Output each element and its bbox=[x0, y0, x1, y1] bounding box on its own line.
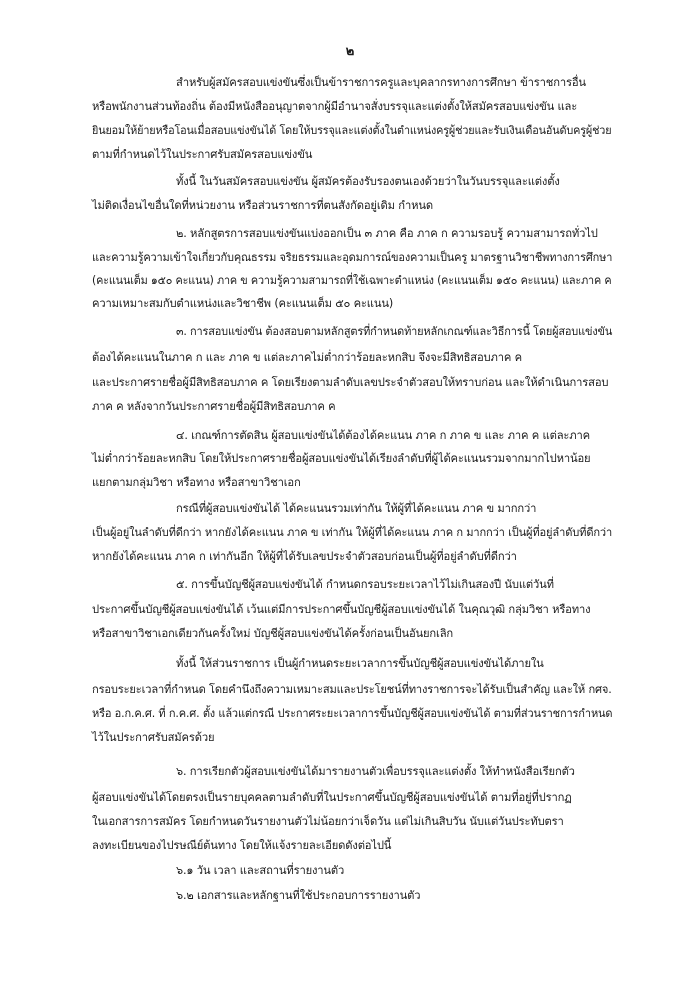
text-line: ยินยอมให้ย้ายหรือโอนเมื่อสอบแข่งขันได้ โดยให้บรรจุและแต่งตั้งในตำแหน่งครูผู้ช่วยและรับเงินเดือนอันดับครูผู้ช่วย bbox=[92, 124, 612, 137]
text-line: ความเหมาะสมกับตำแหน่งและวิชาชีพ (คะแนนเต็ม ๕๐ คะแนน) bbox=[92, 297, 394, 310]
text-line: ๖. การเรียกตัวผู้สอบแข่งขันได้มารายงานตัวเพื่อบรรจุและแต่งตั้ง ให้ทำหนังสือเรียกตัว bbox=[176, 765, 575, 778]
text-line: ทั้งนี้ ให้ส่วนราชการ เป็นผู้กำหนดระยะเวลาการขึ้นบัญชีผู้สอบแข่งขันได้ภายใน bbox=[176, 657, 544, 670]
text-line: เป็นผู้อยู่ในลำดับที่ดีกว่า หากยังได้คะแนน ภาค ข เท่ากัน ให้ผู้ที่ได้คะแนน ภาค ก มากกว่า เป็นผู้ที่อยู่ลำดับที่ดีกว่า bbox=[92, 526, 613, 539]
text-line: ไว้ในประกาศรับสมัครด้วย bbox=[92, 731, 215, 744]
text-line: ผู้สอบแข่งขันได้โดยตรงเป็นรายบุคคลตามลำดับที่ในประกาศขึ้นบัญชีผู้สอบแข่งขันได้ ตามที่อยู่ที่ปรากฏ bbox=[92, 791, 572, 804]
text-line: ทั้งนี้ ในวันสมัครสอบแข่งขัน ผู้สมัครต้องรับรองตนเองด้วยว่าในวันบรรจุและแต่งตั้ง bbox=[176, 175, 560, 188]
text-line: และประกาศรายชื่อผู้มีสิทธิสอบภาค ค โดยเรียงตามลำดับเลขประจำตัวสอบให้ทราบก่อน และให้ดำเนินการสอบ bbox=[92, 376, 609, 389]
text-line: ๒. หลักสูตรการสอบแข่งขันแบ่งออกเป็น ๓ ภาค คือ ภาค ก ความรอบรู้ ความสามารถทั่วไป bbox=[176, 227, 598, 240]
text-line: ในเอกสารการสมัคร โดยกำหนดวันรายงานตัวไม่น้อยกว่าเจ็ดวัน แต่ไม่เกินสิบวัน นับแต่วันประทับตรา bbox=[92, 815, 564, 828]
text-line: ไม่ต่ำกว่าร้อยละหกสิบ โดยให้ประกาศรายชื่อผู้สอบแข่งขันได้เรียงลำดับที่ผู้ได้คะแนนรวมจากมากไปหาน้อย bbox=[92, 452, 591, 465]
text-line: ๖.๒ เอกสารและหลักฐานที่ใช้ประกอบการรายงานตัว bbox=[176, 889, 421, 902]
text-line: (คะแนนเต็ม ๑๕๐ คะแนน) ภาค ข ความรู้ความสามารถที่ใช้เฉพาะตำแหน่ง (คะแนนเต็ม ๑๕๐ คะแนน) และภาค ค bbox=[92, 274, 612, 287]
text-line: หรือสาขาวิชาเอกเดียวกันครั้งใหม่ บัญชีผู้สอบแข่งขันได้ครั้งก่อนเป็นอันยกเลิก bbox=[92, 627, 454, 640]
text-line: และความรู้ความเข้าใจเกี่ยวกับคุณธรรม จริยธรรมและอุดมการณ์ของความเป็นครู มาตรฐานวิชาชีพทางการศึกษา bbox=[92, 251, 613, 264]
text-line: ๖.๑ วัน เวลา และสถานที่รายงานตัว bbox=[176, 864, 345, 877]
text-line: หรือ อ.ก.ค.ศ. ที่ ก.ค.ศ. ตั้ง แล้วแต่กรณี ประกาศระยะเวลาการขึ้นบัญชีผู้สอบแข่งขันได้ ตามที่ส่วนราชการกำหนด bbox=[92, 707, 613, 720]
text-line: ๔. เกณฑ์การตัดสิน ผู้สอบแข่งขันได้ต้องได้คะแนน ภาค ก ภาค ข และ ภาค ค แต่ละภาค bbox=[176, 429, 590, 442]
text-line: ๕. การขึ้นบัญชีผู้สอบแข่งขันได้ กำหนดกรอบระยะเวลาไว้ไม่เกินสองปี นับแต่วันที่ bbox=[176, 578, 554, 591]
text-line: กรอบระยะเวลาที่กำหนด โดยคำนึงถึงความเหมาะสมและประโยชน์ที่ทางราชการจะได้รับเป็นสำคัญ และให้ กศจ. bbox=[92, 683, 612, 696]
text-line: ไม่ติดเงื่อนไขอื่นใดที่หน่วยงาน หรือส่วนราชการที่ตนสังกัดอยู่เดิม กำหนด bbox=[92, 199, 434, 212]
text-line: ตามที่กำหนดไว้ในประกาศรับสมัครสอบแข่งขัน bbox=[92, 148, 313, 161]
text-line: ต้องได้คะแนนในภาค ก และ ภาค ข แต่ละภาคไม่ต่ำกว่าร้อยละหกสิบ จึงจะมีสิทธิสอบภาค ค bbox=[92, 351, 522, 364]
text-line: สำหรับผู้สมัครสอบแข่งขันซึ่งเป็นข้าราชการครูและบุคลากรทางการศึกษา ข้าราชการอื่น bbox=[176, 76, 586, 89]
text-line: ประกาศขึ้นบัญชีผู้สอบแข่งขันได้ เว้นแต่มีการประกาศขึ้นบัญชีผู้สอบแข่งขันได้ ในคุณวุฒิ กลุ่มวิชา หรือทาง bbox=[92, 603, 591, 616]
text-line: ภาค ค หลังจากวันประกาศรายชื่อผู้มีสิทธิสอบภาค ค bbox=[92, 400, 336, 413]
text-line: หรือพนักงานส่วนท้องถิ่น ต้องมีหนังสืออนุญาตจากผู้มีอำนาจสั่งบรรจุและแต่งตั้งให้สมัครสอบแข่งขัน และ bbox=[92, 100, 578, 113]
text-line: กรณีที่ผู้สอบแข่งขันได้ ได้คะแนนรวมเท่ากัน ให้ผู้ที่ได้คะแนน ภาค ข มากกว่า bbox=[176, 502, 537, 515]
page-number: ๒ bbox=[345, 44, 355, 59]
text-line: แยกตามกลุ่มวิชา หรือทาง หรือสาขาวิชาเอก bbox=[92, 476, 301, 489]
text-line: หากยังได้คะแนน ภาค ก เท่ากันอีก ให้ผู้ที่ได้รับเลขประจำตัวสอบก่อนเป็นผู้ที่อยู่ลำดับที่ดีกว่า bbox=[92, 550, 517, 563]
text-line: ลงทะเบียนของไปรษณีย์ต้นทาง โดยให้แจ้งรายละเอียดดังต่อไปนี้ bbox=[92, 839, 392, 852]
text-line: ๓. การสอบแข่งขัน ต้องสอบตามหลักสูตรที่กำหนดท้ายหลักเกณฑ์และวิธีการนี้ โดยผู้สอบแข่งขัน bbox=[176, 325, 613, 338]
